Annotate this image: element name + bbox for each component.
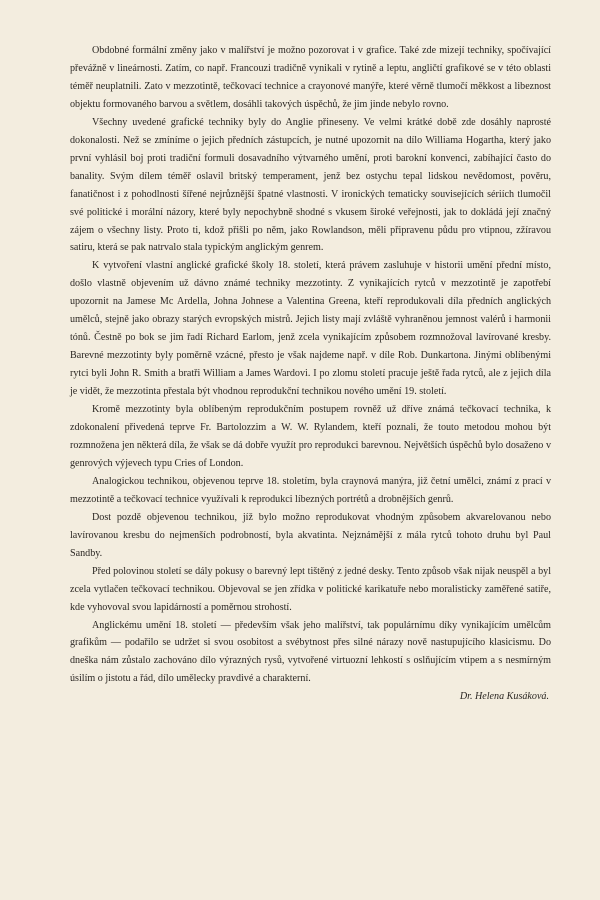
author-signature: Dr. Helena Kusáková.: [459, 691, 549, 703]
paragraph-4: Kromě mezzotinty byla oblíbeným reprodukčním postupem rovněž už dříve známá tečkovací technika, k zdokonalení přivedená teprve Fr. Bartolozzim a W. W. Rylandem, kteří poznali, že touto metodou mohou být rozmnožena jen některá díla, že však se dá dobře využít pro reprodukci barevnou. Největších úspěchů bylo dosaženo v genrových výjevech typu Cries of London.: [70, 404, 551, 469]
article-body: [70, 42, 551, 706]
paragraph-8: Anglickému umění 18. století — především však jeho malířství, tak populárnímu díky vynikajícím umělcům grafikům — podařilo se udržet si svou osobitost a svébytnost přes silné nárazy nově nastupujícího klasicismu. Do dneška nám zůstalo zachováno dílo výrazných rysů, vytvořené virtuozní lehkostí s oslňujícím vtipem a s nesmírným úsilím o jistotu a řád, dílo umělecky pravdivé a charakterní.: [70, 619, 551, 685]
paragraph-3: K vytvoření vlastní anglické grafické školy 18. století, která právem zasluhuje v historii umění přední místo, došlo vlastně objevením už dávno známé techniky mezzotinty. Z vynikajících rytců v mezzotintě je zapotřebí upozornit na Jamese Mc Ardella, Johna Johnese a Valentina Greena, kteří reprodukovali díla předních anglických umělců, stejně jako obrazy starých evropských mistrů. Jejich listy mají zvláště vyhraněnou jemnost valérů i harmonii tónů. Čestně po bok se jim řadí Richard Earlom, jenž zcela vynikajícím způsobem rozmnožoval lavírované kresby. Barevné mezzotinty byly poměrně vzácné, přesto je však najdeme např. v díle Rob. Dunkartona. Jinými oblíbenými rytci byli John R. Smith a bratři William a James Wardovi. I po zlomu století pracuje ještě řada rytců, ale z jejich díla je vidět, že mezzotinta přestala být vhodnou reprodukční technikou nového umění 19. století.: [70, 260, 551, 398]
paragraph-7: Před polovinou století se dály pokusy o barevný lept tištěný z jedné desky. Tento způsob však nijak neuspěl a byl zcela vytlačen tečkovací technikou. Objevoval se jen zřídka v politické karikatuře nebo moralisticky zaměřené satiře, kde vyhovoval svou lapidárností a poměrnou strohostí.: [70, 565, 551, 613]
paragraph-2: Všechny uvedené grafické techniky byly do Anglie přineseny. Ve velmi krátké době zde dosáhly naprosté dokonalosti. Než se zmíníme o jejich předních zástupcích, je nutné upozornit na dílo Williama Hogartha, který jako první vyhlásil boj proti tradiční formuli dosavadního výtvarného umění, proti barokní konvenci, zabíhající často do banality. Svým dílem téměř oslavil britský temperament, jenž bez ostychu tepal lidskou nevědomost, pověru, fanatičnost i z pohodlnosti šířené nejrůznější špatné vlastnosti. V ironických tematicky souvisejících sériích tlumočil své politické i morální názory, které byly nepochybně shodné s vkusem široké veřejnosti, jak to dokládá její značný zájem o všechny listy. Proto ti, kdož přišli po něm, jako Rowlandson, měli připravenu půdu pro vtipnou, zžíravou satiru, která se pak natrvalo stala typickým anglickým genrem.: [70, 116, 551, 254]
paragraph-5: Analogickou technikou, objevenou teprve 18. stoletím, byla craynová manýra, již četní umělci, známí z prací v mezzotintě a tečkovací technice využívali k reprodukci líbezných portrétů a drobnějších genrů.: [70, 475, 551, 505]
paragraph-6: Dost pozdě objevenou technikou, jíž bylo možno reprodukovat vhodným způsobem akvarelovanou nebo lavírovanou kresbu do nejmenších podrobností, byla akvatinta. Nejznámější z mála rytců tohoto druhu byl Paul Sandby.: [70, 511, 551, 559]
paragraph-1: Obdobné formální změny jako v malířství je možno pozorovat i v grafice. Také zde mizejí techniky, spočívající převážně v lineárnosti. Zatím, co např. Francouzi tradičně vynikali v rytině a leptu, angličtí grafikové se v této oblasti téměř neuplatnili. Zato v mezzotintě, tečkovací technice a crayonové manýře, které věrně tlumočí měkkost a libeznost objektu formovaného barvou a světlem, dosáhli takových úspěchů, že jim jinde nebylo rovno.: [70, 45, 551, 110]
